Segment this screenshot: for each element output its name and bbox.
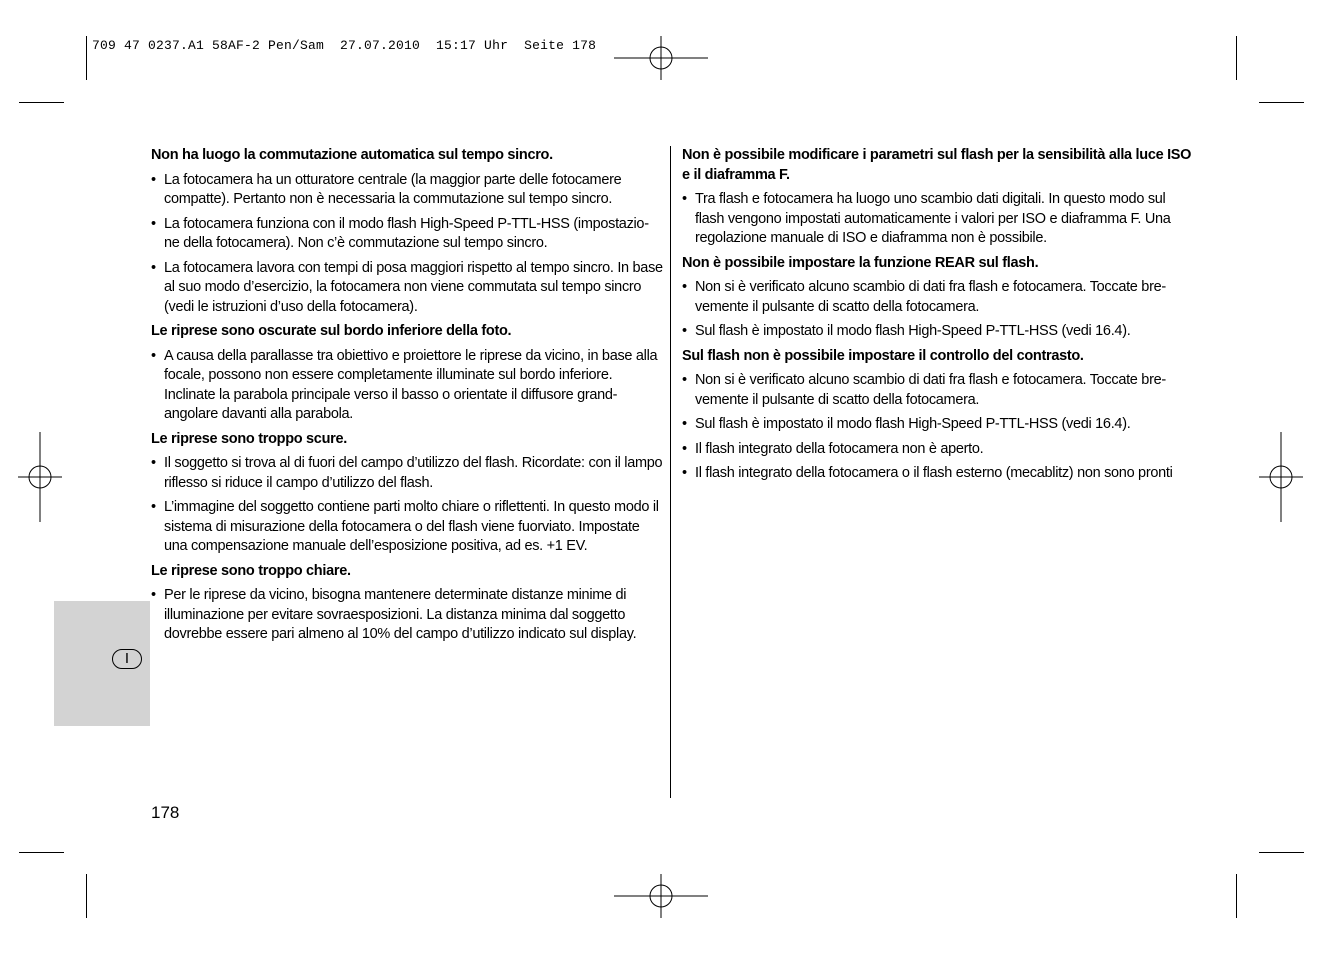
- bullet-dot-icon: •: [682, 416, 687, 432]
- registration-mark-bottom-icon: [614, 874, 708, 918]
- bullet-dot-icon: •: [151, 215, 156, 232]
- bullet-item: [682, 371, 1196, 410]
- bullet-item: [151, 586, 663, 645]
- bullet-item: [151, 215, 663, 254]
- bullet-dot-icon: •: [151, 455, 156, 471]
- bullet-text: Il flash integrato della fotocamera o il flash esterno (mecablitz) non sono pronti: [695, 465, 1173, 481]
- bullet-item: [151, 454, 663, 493]
- page-number: 178: [151, 803, 180, 822]
- bullet-text: La fotocamera funziona con il modo flash High-Speed P-TTL-HSS (impostazio-ne della fotocamera). Non c’è commutazione sul tempo sincro.: [164, 215, 649, 251]
- crop-mark-bottom-left-h: [19, 852, 64, 853]
- bullet-dot-icon: •: [682, 465, 687, 481]
- section-heading: Sul flash non è possibile impostare il controllo del contrasto.: [682, 347, 1084, 364]
- crop-mark-bottom-left-v: [86, 874, 87, 918]
- bullet-dot-icon: •: [151, 499, 156, 515]
- section-heading: Le riprese sono troppo scure.: [151, 430, 347, 447]
- bullet-item: [151, 347, 663, 425]
- bullet-item: [682, 322, 1196, 342]
- crop-mark-top-right-h: [1259, 102, 1304, 103]
- bullet-item: [682, 278, 1196, 317]
- bullet-item: [151, 259, 663, 318]
- crop-mark-top-left-h: [19, 102, 64, 103]
- bullet-dot-icon: •: [682, 440, 687, 457]
- bullet-text: Sul flash è impostato il modo flash High-Speed P-TTL-HSS (vedi 16.4).: [695, 323, 1131, 339]
- bullet-item: [151, 498, 663, 557]
- bullet-dot-icon: •: [682, 279, 687, 295]
- crop-mark-top-right-v: [1236, 36, 1237, 80]
- bullet-item: [682, 440, 1196, 460]
- bullet-text: Non si è verificato alcuno scambio di dati fra flash e fotocamera. Toccate bre-vemente il pulsante di scatto della fotocamera.: [695, 279, 1166, 315]
- bullet-text: Per le riprese da vicino, bisogna mantenere determinate distanze minime di illuminazione per evitare sovraesposizioni. La distanza minima dal soggetto dovrebbe essere pari almeno al 10% del campo d’utilizzo indicato sul display.: [164, 587, 637, 642]
- bullet-text: L’immagine del soggetto contiene parti molto chiare o riflettenti. In questo modo il sistema di misurazione della fotocamera o del flash viene fuorviato. Impostate una compensazione manuale dell’esposizione positiva, ad es. +1 EV.: [164, 499, 659, 554]
- bullet-dot-icon: •: [151, 347, 156, 364]
- bullet-dot-icon: •: [151, 171, 156, 188]
- print-slug-line: 709 47 0237.A1 58AF-2 Pen/Sam 27.07.2010 15:17 Uhr Seite 178: [92, 38, 597, 53]
- section-heading: Non è possibile impostare la funzione REAR sul flash.: [682, 254, 1039, 271]
- bullet-text: Il soggetto si trova al di fuori del campo d’utilizzo del flash. Ricordate: con il lampo riflesso si riduce il campo d’utilizzo del flash.: [164, 455, 663, 491]
- registration-mark-right-icon: [1259, 432, 1303, 522]
- section-heading: Non è possibile modificare i parametri sul flash per la sensibilità alla luce ISO e il diaframma F.: [682, 147, 1192, 183]
- bullet-text: La fotocamera ha un otturatore centrale (la maggior parte delle fotocamere compatte). Pertanto non è necessaria la commutazione sul tempo sincro.: [164, 171, 622, 207]
- registration-mark-top-icon: [614, 36, 708, 80]
- bullet-item: [682, 415, 1196, 435]
- section-heading: Le riprese sono oscurate sul bordo inferiore della foto.: [151, 323, 512, 339]
- bullet-dot-icon: •: [682, 191, 687, 207]
- bullet-item: [151, 171, 663, 210]
- crop-mark-bottom-right-h: [1259, 852, 1304, 853]
- bullet-dot-icon: •: [682, 323, 687, 339]
- left-column: [151, 146, 663, 650]
- bullet-text: La fotocamera lavora con tempi di posa maggiori rispetto al tempo sincro. In base al suo modo d’esercizio, la fotocamera non viene commutata sul tempo sincro (vedi le istruzioni d’uso della fotocamera).: [164, 259, 663, 315]
- section-heading: Non ha luogo la commutazione automatica sul tempo sincro.: [151, 147, 553, 163]
- column-divider: [670, 146, 671, 798]
- bullet-item: [682, 464, 1196, 484]
- crop-mark-bottom-right-v: [1236, 874, 1237, 918]
- bullet-text: Non si è verificato alcuno scambio di dati fra flash e fotocamera. Toccate bre-vemente il pulsante di scatto della fotocamera.: [695, 372, 1166, 408]
- registration-mark-left-icon: [18, 432, 62, 522]
- language-badge: I: [112, 649, 142, 669]
- bullet-item: [682, 190, 1196, 249]
- bullet-dot-icon: •: [151, 259, 156, 276]
- bullet-dot-icon: •: [682, 372, 687, 388]
- right-column: [682, 146, 1196, 489]
- bullet-text: Tra flash e fotocamera ha luogo uno scambio dati digitali. In questo modo sul flash vengono impostati automaticamente i valori per ISO e diaframma F. Una regolazione manuale di ISO e diaframma non è possibile.: [695, 191, 1171, 246]
- bullet-text: A causa della parallasse tra obiettivo e proiettore le riprese da vicino, in base alla focale, possono non essere completamente illuminate sul bordo inferiore. Inclinate la parabola principale verso il basso o orientate il diffusore grand-angolare davanti alla parabola.: [164, 347, 658, 422]
- section-heading: Le riprese sono troppo chiare.: [151, 562, 351, 579]
- bullet-dot-icon: •: [151, 587, 156, 603]
- crop-mark-top-left-v: [86, 36, 87, 80]
- bullet-text: Il flash integrato della fotocamera non è aperto.: [695, 440, 984, 457]
- bullet-text: Sul flash è impostato il modo flash High-Speed P-TTL-HSS (vedi 16.4).: [695, 416, 1131, 432]
